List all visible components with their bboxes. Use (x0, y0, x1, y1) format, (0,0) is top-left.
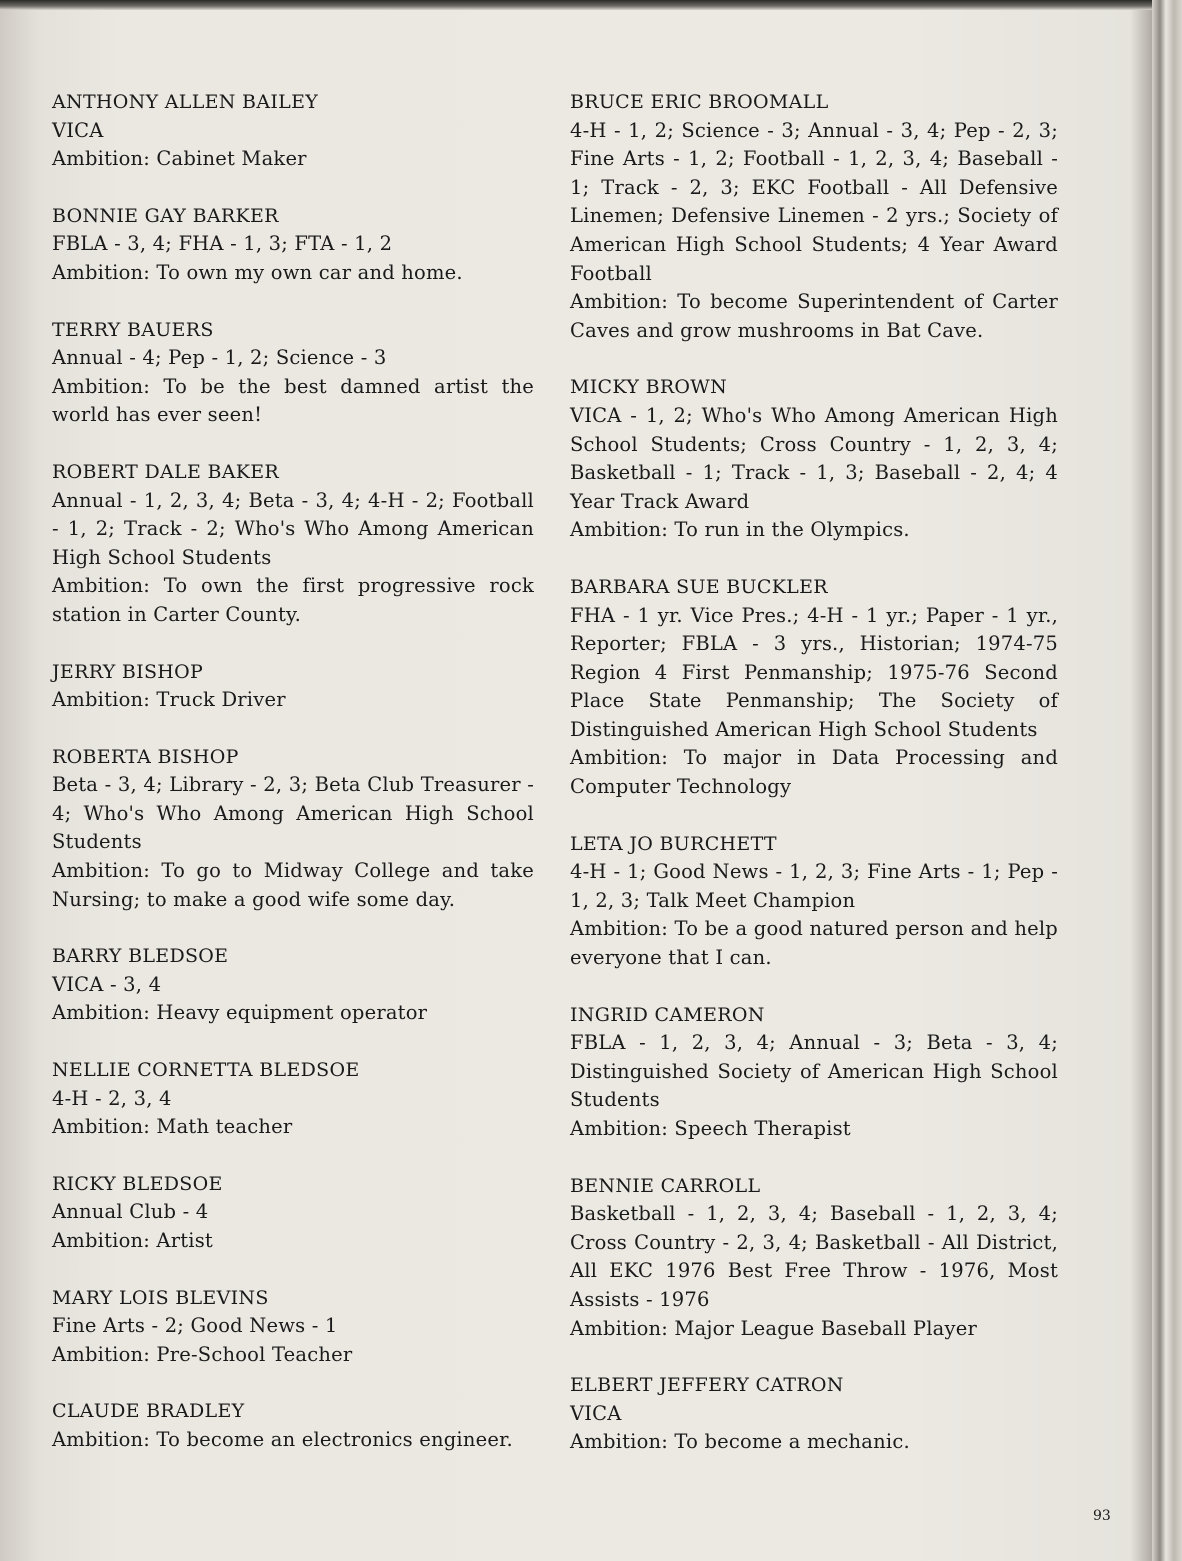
student-entry (570, 1172, 1058, 1344)
student-entry (52, 1056, 534, 1142)
student-name: MARY LOIS BLEVINS (52, 1286, 269, 1309)
student-name: RICKY BLEDSOE (52, 1172, 223, 1195)
student-ambition: Ambition: Pre-School Teacher (52, 1342, 353, 1366)
student-ambition: Ambition: To be the best damned artist the world has ever seen! (52, 374, 534, 427)
student-ambition: Ambition: Artist (52, 1229, 213, 1252)
student-ambition: Ambition: Cabinet Maker (52, 147, 307, 171)
student-entry (52, 1170, 534, 1256)
student-activities: VICA (52, 118, 104, 142)
student-entry (52, 88, 534, 174)
student-name: BENNIE CARROLL (570, 1174, 761, 1197)
student-entry (570, 1001, 1058, 1144)
student-name: CLAUDE BRADLEY (52, 1400, 245, 1423)
student-ambition: Ambition: To become a mechanic. (570, 1430, 910, 1454)
student-activities: 4-H - 1, 2; Science - 3; Annual - 3, 4; Pep - 2, 3; Fine Arts - 1, 2; Football - 1, 2, 3, 4; Baseball - 1; Track - 2, 3; EKC Football - All Defensive Linemen; Defensive Linemen - 2 yrs.; Society of American High School Students; 4 Year Award Football (570, 118, 1058, 285)
student-name: BRUCE ERIC BROOMALL (570, 91, 829, 113)
student-name: BARRY BLEDSOE (52, 945, 229, 968)
student-entry (52, 942, 534, 1028)
right-column (570, 88, 1058, 1485)
student-name: MICKY BROWN (570, 376, 728, 399)
student-activities: FBLA - 3, 4; FHA - 1, 3; FTA - 1, 2 (52, 232, 393, 256)
binding-edge (1152, 0, 1182, 1561)
student-name: ROBERT DALE BAKER (52, 460, 280, 483)
student-entry (52, 1397, 534, 1454)
student-entry (52, 1284, 534, 1370)
student-ambition: Ambition: Speech Therapist (570, 1117, 851, 1140)
student-entry (52, 316, 534, 430)
student-ambition: Ambition: To become Superintendent of Carter Caves and grow mushrooms in Bat Cave. (570, 290, 1058, 342)
student-ambition: Ambition: Math teacher (52, 1115, 293, 1139)
student-name: NELLIE CORNETTA BLEDSOE (52, 1059, 360, 1082)
student-activities: 4-H - 2, 3, 4 (52, 1086, 172, 1110)
student-activities: Annual - 1, 2, 3, 4; Beta - 3, 4; 4-H - 2; Football - 1, 2; Track - 2; Who's Who Among American High School Students (52, 488, 534, 569)
student-name: ROBERTA BISHOP (52, 745, 239, 768)
student-entry (52, 658, 534, 715)
student-entry (52, 743, 534, 915)
student-activities: Basketball - 1, 2, 3, 4; Baseball - 1, 2, 3, 4; Cross Country - 2, 3, 4; Basketball - All District, All EKC 1976 Best Free Throw - 1976, Most Assists - 1976 (570, 1202, 1058, 1311)
student-entry (570, 573, 1058, 802)
student-activities: Beta - 3, 4; Library - 2, 3; Beta Club Treasurer - 4; Who's Who Among American High School Students (52, 773, 534, 854)
student-activities: VICA (570, 1401, 622, 1425)
student-entry (570, 830, 1058, 973)
student-ambition: Ambition: To become an electronics engineer. (52, 1427, 513, 1451)
student-entry (52, 458, 534, 630)
student-ambition: Ambition: Truck Driver (52, 688, 286, 712)
student-ambition: Ambition: Major League Baseball Player (570, 1316, 977, 1340)
student-ambition: Ambition: To go to Midway College and take Nursing; to make a good wife some day. (52, 859, 534, 911)
student-ambition: Ambition: To own the first progressive rock station in Carter County. (52, 574, 534, 626)
student-activities: Fine Arts - 2; Good News - 1 (52, 1314, 338, 1338)
student-entry (570, 88, 1058, 345)
student-activities: VICA - 1, 2; Who's Who Among American High School Students; Cross Country - 1, 2, 3, 4; Basketball - 1; Track - 1, 3; Baseball - 2, 4; 4 Year Track Award (570, 403, 1058, 513)
student-activities: FHA - 1 yr. Vice Pres.; 4-H - 1 yr.; Paper - 1 yr., Reporter; FBLA - 3 yrs., Historian; 1974-75 Region 4 First Penmanship; 1975-76 Second Place State Penmanship; The Society of Distinguished American High School Students (570, 603, 1058, 741)
student-name: ELBERT JEFFERY CATRON (570, 1374, 844, 1397)
student-name: LETA JO BURCHETT (570, 832, 777, 855)
student-ambition: Ambition: Heavy equipment operator (52, 1001, 428, 1025)
left-column (52, 88, 534, 1483)
student-name: TERRY BAUERS (52, 318, 214, 341)
student-entry (570, 1371, 1058, 1457)
student-ambition: Ambition: To run in the Olympics. (570, 518, 910, 542)
student-activities: 4-H - 1; Good News - 1, 2, 3; Fine Arts - 1; Pep - 1, 2, 3; Talk Meet Champion (570, 860, 1058, 912)
page-number: 93 (1093, 1508, 1111, 1524)
student-entry (52, 202, 534, 288)
student-name: INGRID CAMERON (570, 1003, 765, 1026)
student-name: ANTHONY ALLEN BAILEY (52, 91, 319, 113)
student-name: BARBARA SUE BUCKLER (570, 575, 828, 598)
student-name: BONNIE GAY BARKER (52, 204, 279, 227)
student-ambition: Ambition: To be a good natured person and help everyone that I can. (570, 917, 1058, 970)
student-entry (570, 373, 1058, 545)
student-activities: VICA - 3, 4 (52, 972, 162, 996)
student-activities: Annual - 4; Pep - 1, 2; Science - 3 (52, 346, 387, 370)
student-activities: Annual Club - 4 (52, 1200, 209, 1224)
page-top-shadow (0, 0, 1182, 10)
student-ambition: Ambition: To major in Data Processing and Computer Technology (570, 746, 1058, 799)
student-name: JERRY BISHOP (52, 660, 204, 683)
student-ambition: Ambition: To own my own car and home. (52, 260, 463, 284)
student-activities: FBLA - 1, 2, 3, 4; Annual - 3; Beta - 3, 4; Distinguished Society of American High School Students (570, 1031, 1058, 1112)
